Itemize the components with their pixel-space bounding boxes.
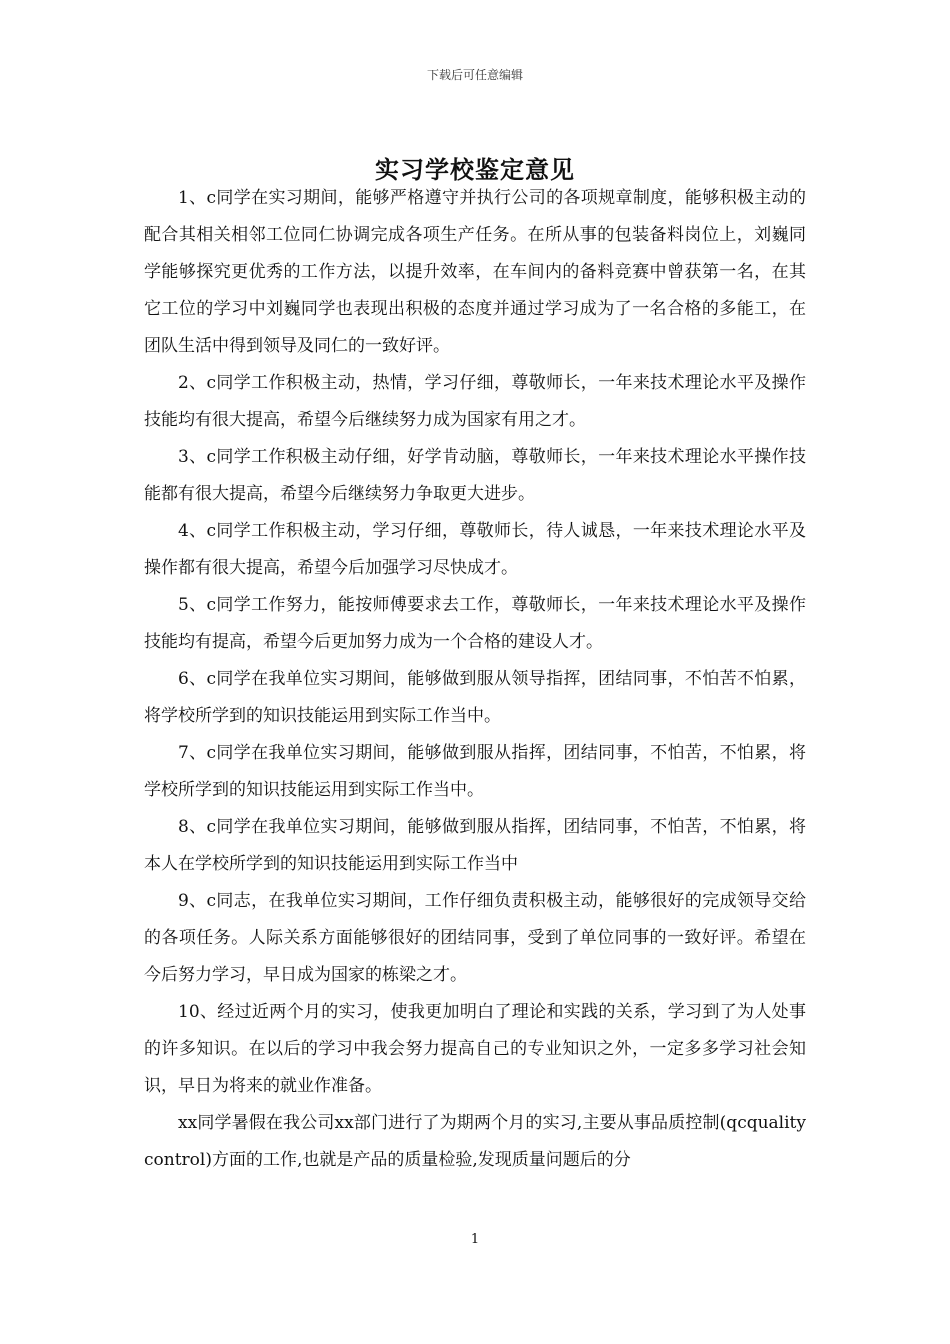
paragraph-9: 9、c同志，在我单位实习期间，工作仔细负责积极主动，能够很好的完成领导交给的各项任务。人际关系方面能够很好的团结同事，受到了单位同事的一致好评。希望在今后努力学习，早日成为国家的栋梁之才。 xyxy=(144,891,806,985)
paragraph-8: 8、c同学在我单位实习期间，能够做到服从指挥，团结同事，不怕苦，不怕累，将本人在学校所学到的知识技能运用到实际工作当中 xyxy=(144,817,806,874)
document-body xyxy=(144,180,806,1179)
paragraph-4: 4、c同学工作积极主动，学习仔细，尊敬师长，待人诚恳，一年来技术理论水平及操作都有很大提高，希望今后加强学习尽快成才。 xyxy=(144,521,806,578)
paragraph-10: 10、经过近两个月的实习，使我更加明白了理论和实践的关系，学习到了为人处事的许多知识。在以后的学习中我会努力提高自己的专业知识之外，一定多多学习社会知识，早日为将来的就业作准备。 xyxy=(144,1002,806,1096)
paragraph-3: 3、c同学工作积极主动仔细，好学肯动脑，尊敬师长，一年来技术理论水平操作技能都有很大提高，希望今后继续努力争取更大进步。 xyxy=(144,447,806,504)
paragraph-7: 7、c同学在我单位实习期间，能够做到服从指挥，团结同事，不怕苦，不怕累，将学校所学到的知识技能运用到实际工作当中。 xyxy=(144,743,806,800)
paragraph-1: 1、c同学在实习期间，能够严格遵守并执行公司的各项规章制度，能够积极主动的配合其相关相邻工位同仁协调完成各项生产任务。在所从事的包装备料岗位上，刘巍同学能够探究更优秀的工作方法，以提升效率，在车间内的备料竞赛中曾获第一名，在其它工位的学习中刘巍同学也表现出积极的态度并通过学习成为了一名合格的多能工，在团队生活中得到领导及同仁的一致好评。 xyxy=(144,188,806,356)
paragraph-2: 2、c同学工作积极主动，热情，学习仔细，尊敬师长，一年来技术理论水平及操作技能均有很大提高，希望今后继续努力成为国家有用之才。 xyxy=(144,373,806,430)
document-title: 实习学校鉴定意见 xyxy=(375,155,575,184)
header-note: 下载后可任意编辑 xyxy=(426,68,523,82)
paragraph-6: 6、c同学在我单位实习期间，能够做到服从领导指挥，团结同事，不怕苦不怕累，将学校所学到的知识技能运用到实际工作当中。 xyxy=(144,669,806,726)
page-number: 1 xyxy=(470,1232,480,1247)
paragraph-5: 5、c同学工作努力，能按师傅要求去工作，尊敬师长，一年来技术理论水平及操作技能均有提高，希望今后更加努力成为一个合格的建设人才。 xyxy=(144,595,806,652)
paragraph-11: xx同学暑假在我公司xx部门进行了为期两个月的实习,主要从事品质控制(qcqualitycontrol)方面的工作,也就是产品的质量检验,发现质量问题后的分 xyxy=(144,1113,806,1170)
